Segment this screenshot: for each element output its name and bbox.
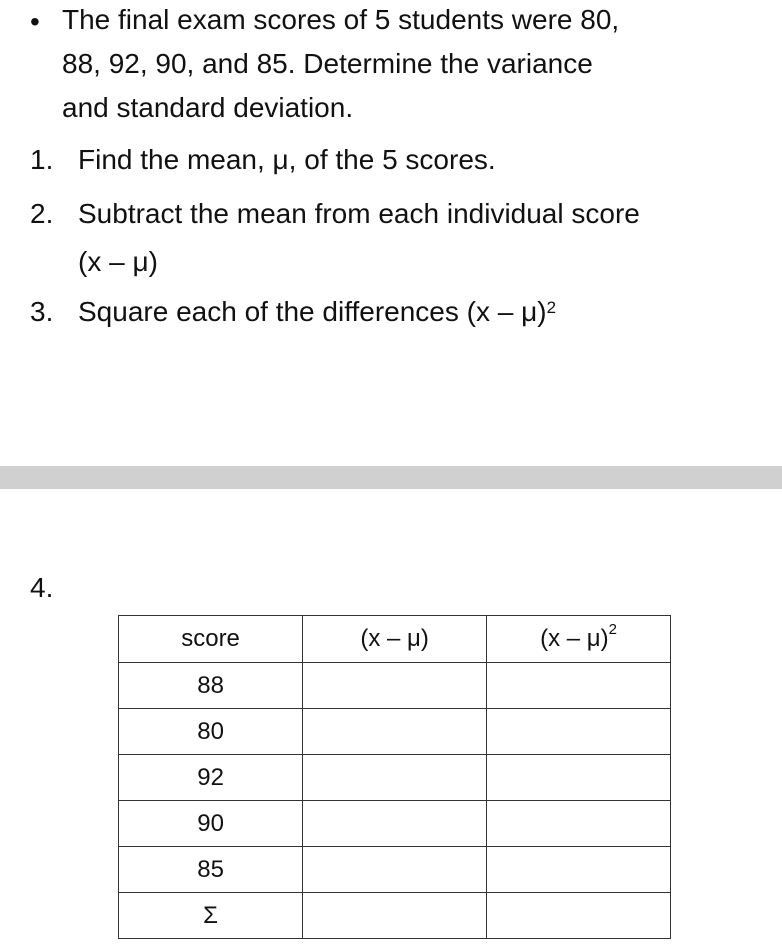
table-row [119,847,671,893]
deviation-cell[interactable] [303,847,487,893]
squared-cell[interactable] [487,847,671,893]
step-1-text: Find the mean, μ, of the 5 scores. [78,144,496,175]
step-2-number: 2. [30,198,54,229]
bullet-icon: • [30,6,40,37]
deviation-table [118,615,671,939]
table-header-row [119,616,671,663]
header-score: score [119,616,303,663]
table-row [119,801,671,847]
sum-symbol: Σ [119,893,303,939]
problem-line-3: and standard deviation. [62,92,354,123]
deviation-cell[interactable] [303,801,487,847]
header-exponent: 2 [608,621,617,638]
step-3-text [78,290,556,334]
step-2-text: Subtract the mean from each individual score [78,198,640,229]
sum-row [119,893,671,939]
slide-divider [0,466,782,489]
squared-sum-cell[interactable] [487,893,671,939]
header-deviation: (x – μ) [303,616,487,663]
header-squared-label: (x – μ) [540,625,609,652]
score-cell: 85 [119,847,303,893]
step-3-label: Square each of the differences (x – μ) [78,296,547,327]
step-3-exponent: 2 [546,298,557,317]
squared-cell[interactable] [487,755,671,801]
step-3-number: 3. [30,296,54,327]
step-2-formula: (x – μ) [78,246,158,277]
score-cell: 80 [119,709,303,755]
problem-line-2: 88, 92, 90, and 85. Determine the variance [62,48,593,79]
deviation-cell[interactable] [303,663,487,709]
step-1-number: 1. [30,144,54,175]
squared-cell[interactable] [487,663,671,709]
header-squared-deviation [487,616,671,663]
table-row [119,663,671,709]
deviation-cell[interactable] [303,709,487,755]
score-cell: 92 [119,755,303,801]
squared-cell[interactable] [487,801,671,847]
step-4-number: 4. [30,572,54,603]
score-cell: 90 [119,801,303,847]
deviation-cell[interactable] [303,755,487,801]
score-cell: 88 [119,663,303,709]
deviation-sum-cell[interactable] [303,893,487,939]
problem-line-1: The final exam scores of 5 students were 80, [62,4,620,35]
table-row [119,709,671,755]
table-row [119,755,671,801]
squared-cell[interactable] [487,709,671,755]
